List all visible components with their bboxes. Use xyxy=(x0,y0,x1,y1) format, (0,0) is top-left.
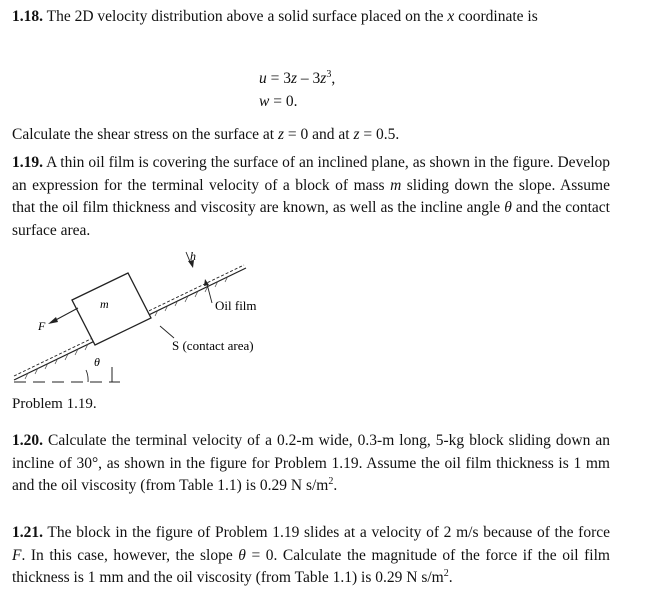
figure-caption: Problem 1.19. xyxy=(12,396,97,412)
problem-1-20: 1.20. Calculate the terminal velocity of a 0.2-m wide, 0.3-m long, 5-kg block sliding down an incline of 30°, as shown in the figure for Problem 1.19. Assume the oil film thickness is 1 mm and the oil viscosity (from Table 1.1) is 0.29 N $s/m^2$. xyxy=(12,432,610,494)
problem-number: 1.18. xyxy=(12,8,43,25)
problem-number: 1.19. xyxy=(12,154,43,171)
label-h: h xyxy=(190,249,196,263)
problem-1-18: 1.18. The 2D velocity distribution above a solid surface placed on the x coordinate is xyxy=(12,8,538,25)
s-leader xyxy=(160,326,174,338)
block xyxy=(72,273,151,345)
equation-w: w = 0. xyxy=(259,93,298,110)
problem-number: 1.21. xyxy=(12,524,43,541)
force-arrowhead xyxy=(48,317,58,324)
problem-1-21: 1.21. The block in the figure of Problem 1.19 slides at a velocity of 2 m/s because of the force F. In this case, however, the slope θ = 0. Calculate the magnitude of the force if the oil film thickness is 1 mm and the oil viscosity (from Table 1.1) is 0.29 N $s/m^2$. xyxy=(12,524,610,586)
oil-film-leader xyxy=(207,284,212,303)
equation-u: $u = 3z - 3z^3$, xyxy=(259,69,336,87)
label-contact-area: S (contact area) xyxy=(172,338,254,353)
problem-1-18-question: Calculate the shear stress on the surface at z = 0 and at z = 0.5. xyxy=(12,126,400,143)
label-oil-film: Oil film xyxy=(215,298,257,313)
angle-arc xyxy=(86,370,88,382)
problem-number: 1.20. xyxy=(12,432,43,449)
label-theta: θ xyxy=(94,355,100,369)
problem-1-19: 1.19. A thin oil film is covering the surface of an inclined plane, as shown in the figure. Develop an expression for the terminal velocity of a block of mass m sliding down the slope. Assume that the oil film thickness and viscosity are known, as well as the incline angle θ and the contact surface area. xyxy=(12,154,610,239)
incline-figure xyxy=(8,246,278,391)
label-m: m xyxy=(100,297,109,311)
label-F: F xyxy=(38,319,46,333)
